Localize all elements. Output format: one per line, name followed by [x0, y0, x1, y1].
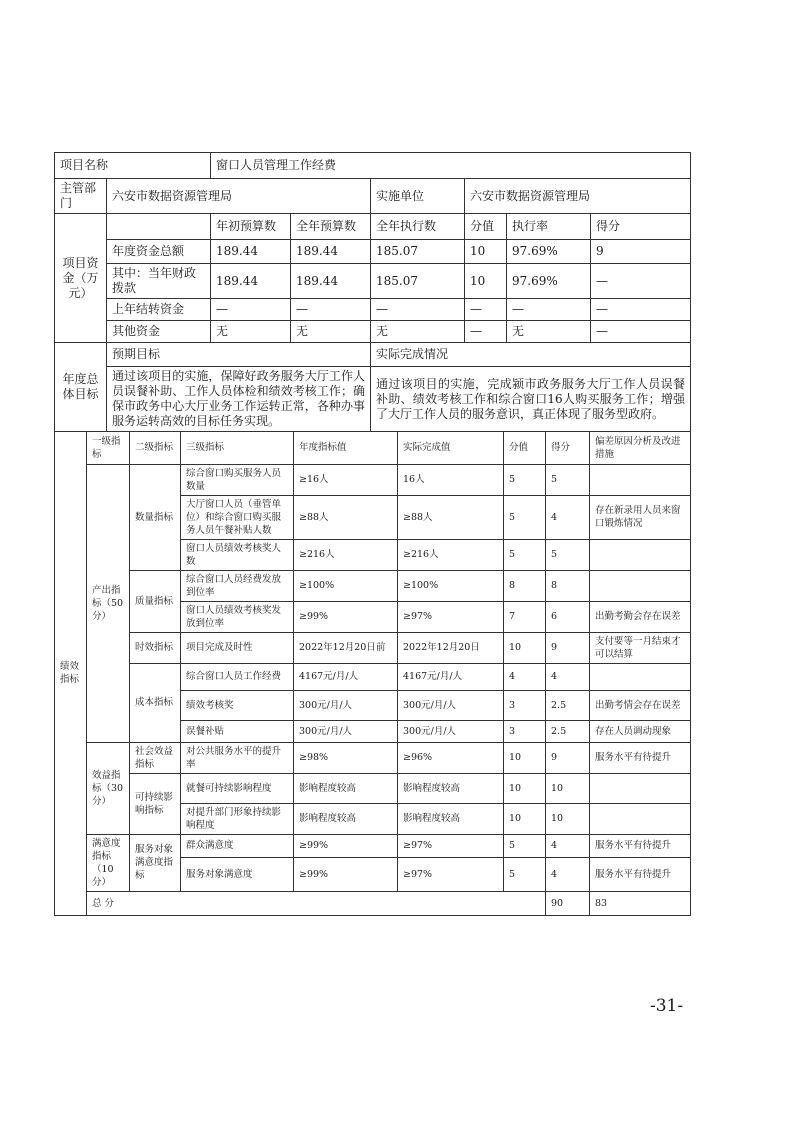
funds-side-label: 项目资金（万元）: [55, 214, 107, 343]
indicator-name: 对提升部门形象持续影响程度: [181, 803, 294, 834]
indicator-score: 5: [546, 539, 590, 570]
indicator-plan: ≥216人: [294, 539, 398, 570]
indicator-reason: 服务水平有待提升: [590, 834, 691, 857]
project-name-label: 项目名称: [55, 153, 211, 179]
indicator-actual: ≥97%: [398, 834, 504, 857]
subgroup-quality: 质量指标: [130, 570, 181, 632]
indicator-score: 8: [546, 570, 590, 601]
expected-goal-label: 预期目标: [107, 343, 371, 367]
indicator-reason: [590, 773, 691, 803]
subgroup-cost: 成本指标: [130, 663, 181, 742]
indicator-score-value: 5: [504, 539, 546, 570]
indicator-score-value: 5: [504, 464, 546, 495]
indicator-score-value: 4: [504, 663, 546, 690]
indicator-plan: ≥99%: [294, 601, 398, 632]
indicator-plan: 2022年12月20日前: [294, 632, 398, 663]
indicator-actual: 300元/月/人: [398, 690, 504, 720]
indicator-name: 就餐可持续影响程度: [181, 773, 294, 803]
funds-cell: —: [371, 299, 465, 321]
indicator-score: 4: [546, 857, 590, 891]
indicator-reason: 存在新录用人员来窗口锻炼情况: [590, 495, 691, 539]
indicator-score-value: 10: [504, 803, 546, 834]
indicator-actual: 影响程度较高: [398, 773, 504, 803]
impl-value: 六安市数据资源管理局: [465, 179, 691, 214]
funds-cell: —: [591, 321, 691, 343]
indicator-score-value: 10: [504, 632, 546, 663]
funds-header-blank: [107, 214, 211, 240]
indicator-reason: [590, 570, 691, 601]
indicator-reason: 存在人员调动现象: [590, 720, 691, 742]
indicator-reason: [590, 663, 691, 690]
funds-row-label: 其他资金: [107, 321, 211, 343]
header-score-value: 分值: [504, 432, 546, 464]
indicator-score: 2.5: [546, 720, 590, 742]
indicator-score-value: 3: [504, 720, 546, 742]
indicator-name: 综合窗口人员工作经费: [181, 663, 294, 690]
funds-header-cell: 分值: [465, 214, 507, 240]
project-name-value: 窗口人员管理工作经费: [211, 153, 691, 179]
indicator-actual: ≥96%: [398, 742, 504, 773]
header-reason: 偏差原因分析及改进措施: [590, 432, 691, 464]
indicator-plan: ≥99%: [294, 834, 398, 857]
indicator-plan: ≥98%: [294, 742, 398, 773]
funds-cell: 189.44: [291, 264, 371, 299]
indicator-name: 窗口人员绩效考核奖发放到位率: [181, 601, 294, 632]
dept-label: 主管部门: [55, 179, 107, 214]
indicator-actual: 16人: [398, 464, 504, 495]
indicator-actual: 影响程度较高: [398, 803, 504, 834]
indicator-name: 项目完成及时性: [181, 632, 294, 663]
indicator-reason: 出勤考勤会存在误差: [590, 601, 691, 632]
indicator-plan: 300元/月/人: [294, 720, 398, 742]
actual-result-text: 通过该项目的实施，完成颍市政务服务大厅工作人员误餐补助、绩效考核工作和综合窗口16人购买服务工作；增强了大厅工作人员的服务意识，真正体现了服务型政府。: [371, 367, 691, 432]
indicator-score-value: 10: [504, 773, 546, 803]
funds-header-cell: 执行率: [507, 214, 591, 240]
funds-row-label: 上年结转资金: [107, 299, 211, 321]
performance-table: [54, 432, 691, 916]
indicator-score: 5: [546, 464, 590, 495]
indicator-score-value: 5: [504, 495, 546, 539]
group-output: 产出指标（50分）: [87, 464, 130, 742]
funds-cell: 无: [291, 321, 371, 343]
indicator-score-value: 8: [504, 570, 546, 601]
indicator-score: 9: [546, 742, 590, 773]
funds-cell: —: [507, 299, 591, 321]
total-label: 总 分: [87, 891, 546, 915]
funds-cell: 189.44: [211, 240, 291, 264]
funds-cell: —: [591, 299, 691, 321]
funds-cell: 无: [371, 321, 465, 343]
indicator-name: 绩效考核奖: [181, 690, 294, 720]
indicator-actual: ≥100%: [398, 570, 504, 601]
funds-cell: 10: [465, 264, 507, 299]
indicator-actual: ≥88人: [398, 495, 504, 539]
funds-cell: 185.07: [371, 264, 465, 299]
group-satisfaction: 满意度指标（10分）: [87, 834, 130, 891]
header-level1: 一级指标: [87, 432, 130, 464]
funds-header-cell: 全年执行数: [371, 214, 465, 240]
funds-cell: —: [465, 299, 507, 321]
funds-row-label: 年度资金总额: [107, 240, 211, 264]
total-value: 90: [546, 891, 590, 915]
subgroup-timeliness: 时效指标: [130, 632, 181, 663]
indicator-score: 10: [546, 803, 590, 834]
indicator-score: 10: [546, 773, 590, 803]
indicator-score-value: 5: [504, 834, 546, 857]
subgroup-service-satisfaction: 服务对象满意度指标: [130, 834, 181, 891]
funds-cell: 185.07: [371, 240, 465, 264]
indicator-name: 综合窗口人员经费发放到位率: [181, 570, 294, 601]
indicator-name: 窗口人员绩效考核奖人数: [181, 539, 294, 570]
indicator-score: 6: [546, 601, 590, 632]
funds-header-cell: 得分: [591, 214, 691, 240]
indicator-score: 4: [546, 834, 590, 857]
funds-cell: —: [291, 299, 371, 321]
funds-cell: —: [591, 264, 691, 299]
indicator-actual: 4167元/月/人: [398, 663, 504, 690]
subgroup-sustainability: 可持续影响指标: [130, 773, 181, 834]
indicator-plan: ≥100%: [294, 570, 398, 601]
indicator-plan: 300元/月/人: [294, 690, 398, 720]
indicator-plan: 4167元/月/人: [294, 663, 398, 690]
group-benefit: 效益指标（30分）: [87, 742, 130, 834]
subgroup-quantity: 数量指标: [130, 464, 181, 570]
header-actual: 实际完成值: [398, 432, 504, 464]
indicator-plan: ≥88人: [294, 495, 398, 539]
funds-cell: 10: [465, 240, 507, 264]
header-level3: 三级指标: [181, 432, 294, 464]
indicator-reason: [590, 464, 691, 495]
funds-header-cell: 全年预算数: [291, 214, 371, 240]
indicator-name: 群众满意度: [181, 834, 294, 857]
indicator-name: 大厅窗口人员（垂管单位）和综合窗口购买服务人员午餐补贴人数: [181, 495, 294, 539]
indicator-score-value: 7: [504, 601, 546, 632]
indicator-reason: 支付要等一月结束才可以结算: [590, 632, 691, 663]
indicator-plan: ≥16人: [294, 464, 398, 495]
indicator-actual: 300元/月/人: [398, 720, 504, 742]
performance-evaluation-form: [54, 152, 690, 916]
funds-cell: 无: [211, 321, 291, 343]
indicator-actual: ≥97%: [398, 857, 504, 891]
indicator-reason: 服务水平有待提升: [590, 742, 691, 773]
page-number: -31-: [650, 996, 684, 1016]
funds-cell: 189.44: [211, 264, 291, 299]
indicator-reason: 服务水平有待提升: [590, 857, 691, 891]
funds-cell: 189.44: [291, 240, 371, 264]
funds-cell: 无: [507, 321, 591, 343]
perf-side-label: 绩效指标: [55, 432, 87, 915]
impl-label: 实施单位: [371, 179, 465, 214]
indicator-reason: 出勤考情会存在误差: [590, 690, 691, 720]
funds-row-label: 其中：当年财政拨款: [107, 264, 211, 299]
project-info-table: [54, 152, 691, 432]
actual-result-label: 实际完成情况: [371, 343, 691, 367]
indicator-score-value: 10: [504, 742, 546, 773]
funds-cell: 9: [591, 240, 691, 264]
indicator-score-value: 5: [504, 857, 546, 891]
indicator-actual: ≥97%: [398, 601, 504, 632]
funds-cell: —: [211, 299, 291, 321]
indicator-score: 4: [546, 663, 590, 690]
indicator-name: 服务对象满意度: [181, 857, 294, 891]
funds-cell: 97.69%: [507, 240, 591, 264]
indicator-score: 2.5: [546, 690, 590, 720]
funds-cell: 97.69%: [507, 264, 591, 299]
indicator-score-value: 3: [504, 690, 546, 720]
funds-header-cell: 年初预算数: [211, 214, 291, 240]
indicator-plan: 影响程度较高: [294, 773, 398, 803]
indicator-name: 误餐补贴: [181, 720, 294, 742]
indicator-actual: 2022年12月20日: [398, 632, 504, 663]
header-level2: 二级指标: [130, 432, 181, 464]
indicator-score: 4: [546, 495, 590, 539]
total-score: 83: [590, 891, 691, 915]
indicator-reason: [590, 539, 691, 570]
indicator-plan: 影响程度较高: [294, 803, 398, 834]
indicator-name: 对公共服务水平的提升率: [181, 742, 294, 773]
expected-goal-text: 通过该项目的实施，保障好政务服务大厅工作人员误餐补助、工作人员体检和绩效考核工作；确保市政务中心大厅业务工作运转正常，各种办事服务运转高效的目标任务实现。: [107, 367, 371, 432]
indicator-actual: ≥216人: [398, 539, 504, 570]
indicator-plan: ≥99%: [294, 857, 398, 891]
indicator-score: 9: [546, 632, 590, 663]
indicator-reason: [590, 803, 691, 834]
subgroup-social-benefit: 社会效益指标: [130, 742, 181, 773]
funds-cell: —: [465, 321, 507, 343]
header-plan: 年度指标值: [294, 432, 398, 464]
indicator-name: 综合窗口购买服务人员数量: [181, 464, 294, 495]
goals-side-label: 年度总体目标: [55, 343, 107, 432]
dept-value: 六安市数据资源管理局: [107, 179, 371, 214]
header-score: 得分: [546, 432, 590, 464]
